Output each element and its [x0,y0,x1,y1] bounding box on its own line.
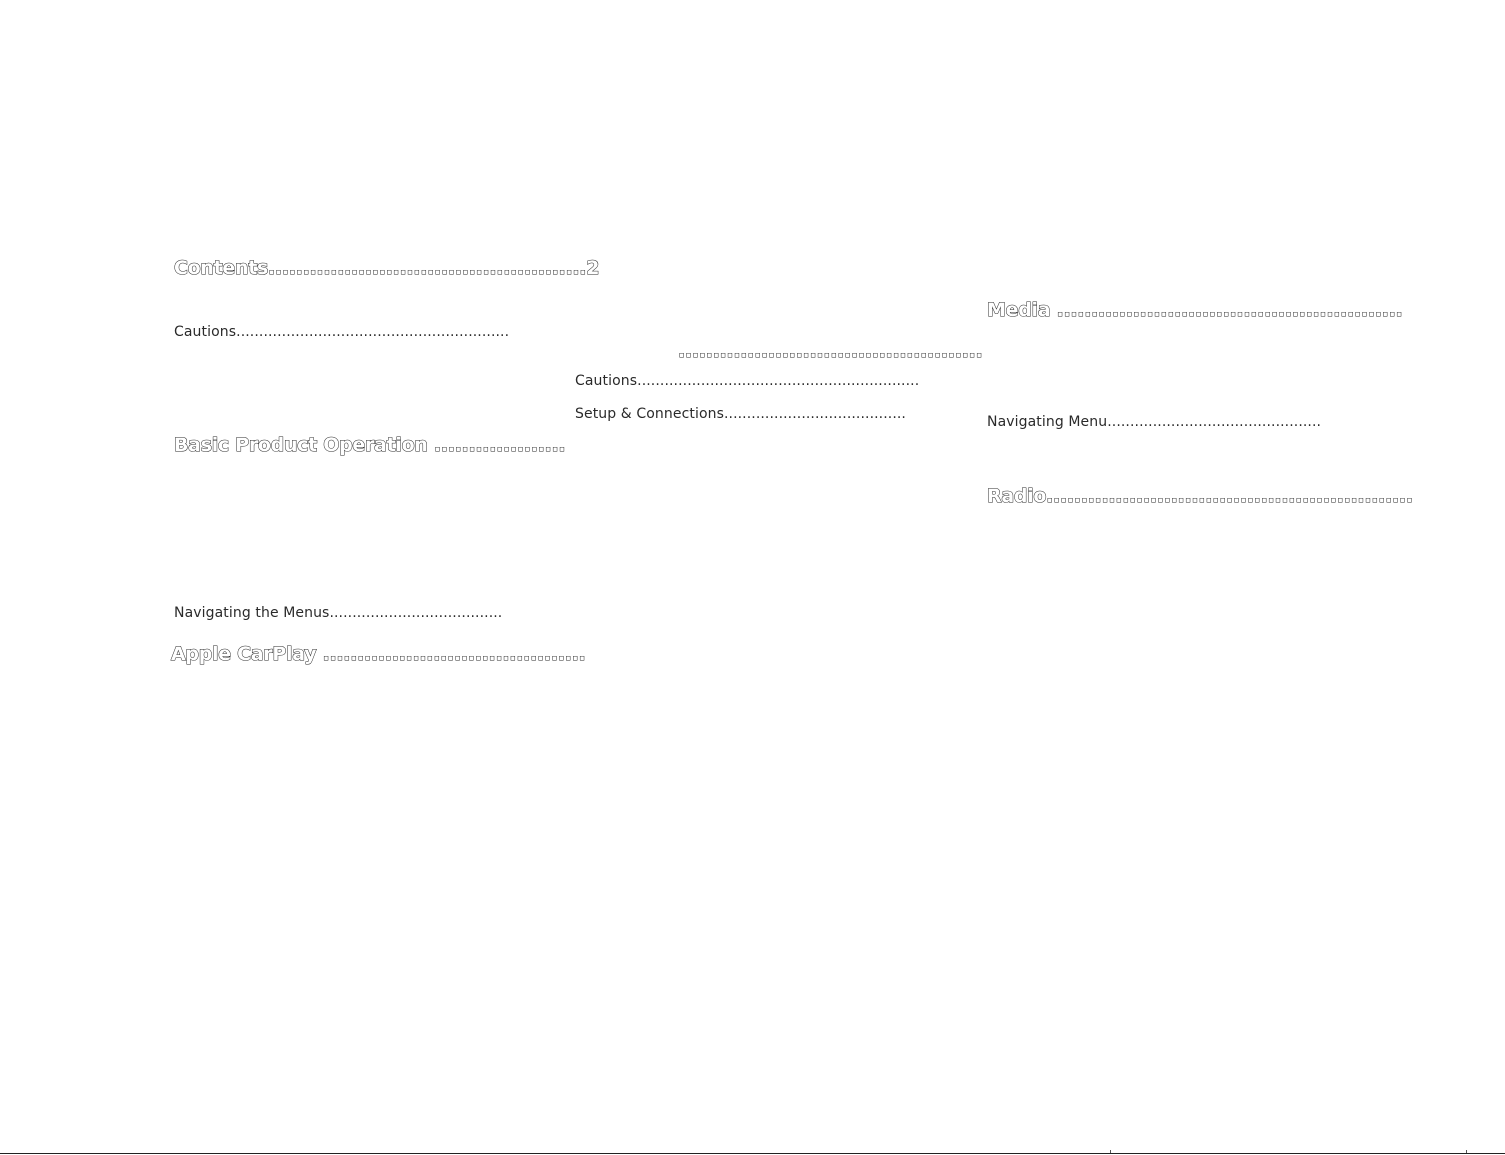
toc-heading-basic-product-operation: Basic Product Operation ................... [174,434,566,456]
toc-heading-media: Media .................................................. [987,299,1403,321]
toc-orphan-leader-dots: ............................................ [678,340,983,362]
toc-entry-cautions: Cautions............................................................ [174,324,510,340]
toc-heading-apple-carplay: Apple CarPlay ...................................... [171,643,586,665]
toc-heading-radio: Radio..................................................... [987,485,1413,507]
toc-entry-setup-connections: Setup & Connections........................................ [575,406,906,422]
toc-heading-contents: Contents..............................................2 [174,257,600,279]
toc-entry-navigating-the-menus: Navigating the Menus...................................... [174,605,503,621]
toc-entry-cautions: Cautions.............................................................. [575,373,920,389]
footer-tick-mark [1110,1150,1111,1153]
page-bottom-rule [0,1153,1505,1154]
footer-tick-mark [1466,1150,1467,1153]
toc-entry-navigating-menu: Navigating Menu............................................... [987,414,1322,430]
